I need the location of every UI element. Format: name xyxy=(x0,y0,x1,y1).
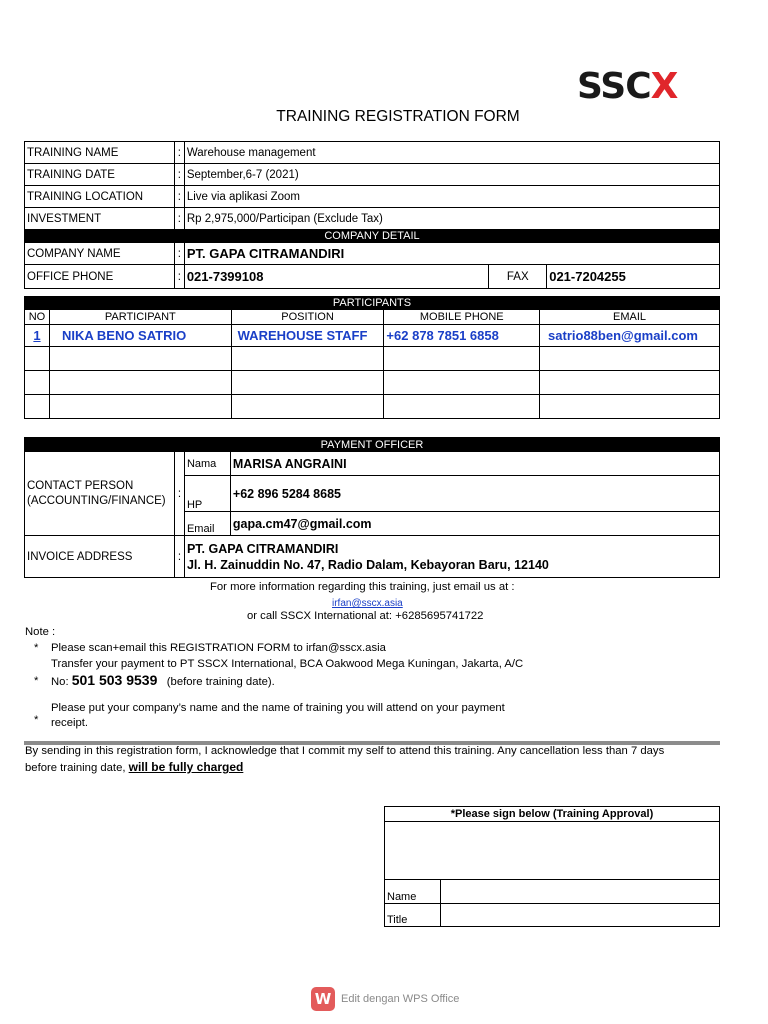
investment-label: INVESTMENT xyxy=(25,208,175,230)
email-value: gapa.cm47@gmail.com xyxy=(230,512,719,536)
participant-email: satrio88ben@gmail.com xyxy=(540,325,720,347)
training-name-label: TRAINING NAME xyxy=(25,142,175,164)
participant-phone: +62 878 7851 6858 xyxy=(384,325,540,347)
note-3b: receipt. xyxy=(51,717,89,729)
signature-title-label: Title xyxy=(385,904,441,927)
form-title: TRAINING REGISTRATION FORM xyxy=(276,108,520,125)
contact-person-label xyxy=(25,452,175,536)
training-date-label: TRAINING DATE xyxy=(25,164,175,186)
contact-person-line1: CONTACT PERSON xyxy=(27,479,134,492)
training-name-value: Warehouse management xyxy=(184,142,719,164)
ack-line1: By sending in this registration form, I acknowledge that I commit my self to attend this training. Any cancellation less than 7 days xyxy=(25,745,665,757)
col-email: EMAIL xyxy=(540,310,720,325)
colon: : xyxy=(174,265,184,289)
fax-label: FAX xyxy=(489,265,547,289)
table-row xyxy=(25,325,720,347)
invoice-address-label: INVOICE ADDRESS xyxy=(25,536,175,578)
colon: : xyxy=(174,164,184,186)
bullet-2: * xyxy=(34,675,39,687)
signature-area[interactable] xyxy=(385,822,720,880)
nama-value: MARISA ANGRAINI xyxy=(230,452,719,476)
training-date-value: September,6-7 (2021) xyxy=(184,164,719,186)
colon: : xyxy=(174,186,184,208)
training-location-label: TRAINING LOCATION xyxy=(25,186,175,208)
col-participant: PARTICIPANT xyxy=(49,310,231,325)
note-2a: Transfer your payment to PT SSCX International, BCA Oakwood Mega Kuningan, Jakarta, A/C xyxy=(51,658,524,670)
participants-header: PARTICIPANTS xyxy=(25,297,720,310)
table-row xyxy=(25,395,720,419)
company-detail-header: COMPANY DETAIL xyxy=(25,230,720,243)
col-position: POSITION xyxy=(231,310,384,325)
colon: : xyxy=(174,142,184,164)
investment-value: Rp 2,975,000/Participan (Exclude Tax) xyxy=(184,208,719,230)
note-2b-suffix: (before training date). xyxy=(166,676,275,688)
invoice-address-value xyxy=(184,536,719,578)
signature-name-label: Name xyxy=(385,880,441,904)
info-email-link[interactable]: irfan@sscx.asia xyxy=(332,598,403,609)
colon: : xyxy=(174,208,184,230)
signature-table xyxy=(384,806,720,927)
table-row xyxy=(25,347,720,371)
contact-person-line2: (ACCOUNTING/FINANCE) xyxy=(27,494,166,507)
logo-accent-text: X xyxy=(650,66,678,107)
invoice-line1: PT. GAPA CITRAMANDIRI xyxy=(186,541,339,556)
wps-watermark[interactable] xyxy=(311,987,459,1011)
signature-name-field[interactable] xyxy=(440,880,719,904)
payment-officer-table xyxy=(24,437,720,578)
office-phone-label: OFFICE PHONE xyxy=(25,265,175,289)
company-name-label: COMPANY NAME xyxy=(25,243,175,265)
training-form-table xyxy=(24,141,720,289)
note-3a: Please put your company’s name and the name of training you will attend on your payment xyxy=(51,702,505,714)
wps-watermark-text: Edit dengan WPS Office xyxy=(341,993,460,1005)
info-line1: For more information regarding this training, just email us at : xyxy=(210,581,515,593)
fax-value: 021-7204255 xyxy=(547,265,720,289)
payment-officer-header: PAYMENT OFFICER xyxy=(25,438,720,452)
company-name-value: PT. GAPA CITRAMANDIRI xyxy=(184,243,719,265)
nama-label: Nama xyxy=(184,452,230,476)
signature-title-field[interactable] xyxy=(440,904,719,927)
office-phone-value: 021-7399108 xyxy=(184,265,488,289)
training-location-value: Live via aplikasi Zoom xyxy=(184,186,719,208)
colon: : xyxy=(174,243,184,265)
note-label: Note : xyxy=(25,626,56,638)
table-row xyxy=(25,371,720,395)
participant-position: WAREHOUSE STAFF xyxy=(231,325,384,347)
fully-charged-text: will be fully charged xyxy=(128,760,244,774)
ack-line2-prefix: before training date, xyxy=(25,762,126,774)
account-number: 501 503 9539 xyxy=(71,672,158,688)
sscx-logo xyxy=(577,66,677,107)
colon: : xyxy=(174,536,184,578)
bullet-3: * xyxy=(34,714,39,726)
wps-logo-icon: W xyxy=(311,987,335,1011)
invoice-line2: Jl. H. Zainuddin No. 47, Radio Dalam, Kebayoran Baru, 12140 xyxy=(186,557,549,572)
col-no: NO xyxy=(25,310,50,325)
note-2b-prefix: No: xyxy=(51,676,69,688)
colon: : xyxy=(174,452,184,536)
bullet-1: * xyxy=(34,642,39,654)
signature-header: *Please sign below (Training Approval) xyxy=(385,807,720,822)
hp-value: +62 896 5284 8685 xyxy=(230,476,719,512)
ack-line2 xyxy=(25,760,243,774)
hp-label: HP xyxy=(184,476,230,512)
email-label: Email xyxy=(184,512,230,536)
col-mobile-phone: MOBILE PHONE xyxy=(384,310,540,325)
info-line3: or call SSCX International at: +6285695741722 xyxy=(247,610,484,622)
note-1: Please scan+email this REGISTRATION FORM to irfan@sscx.asia xyxy=(51,642,386,654)
participants-table xyxy=(24,296,720,419)
note-2b xyxy=(51,672,275,688)
participant-name: NIKA BENO SATRIO xyxy=(49,325,231,347)
participant-no: 1 xyxy=(25,325,50,347)
logo-main-text: SSC xyxy=(577,66,651,107)
